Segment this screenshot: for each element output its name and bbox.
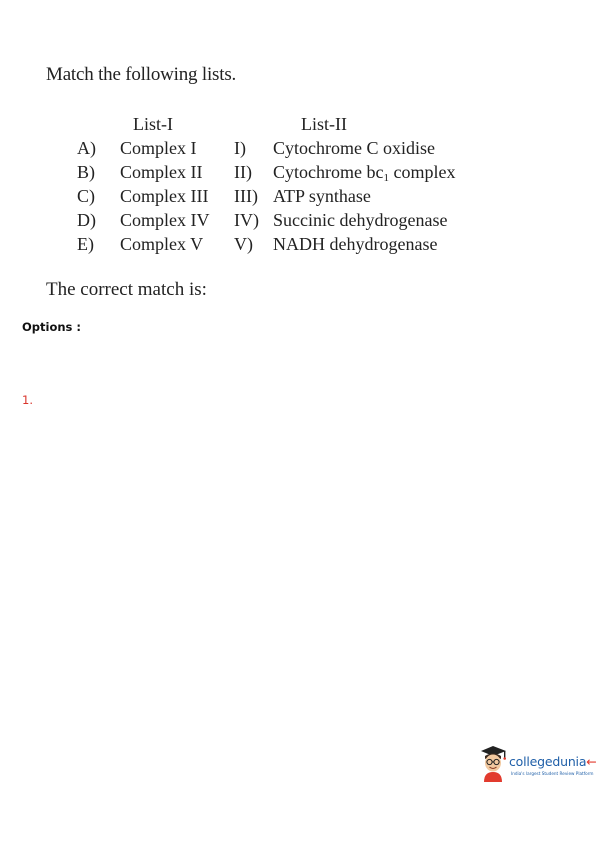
row-numeral: III) — [234, 186, 258, 206]
brand-name-tail: ← — [586, 754, 597, 769]
student-mascot-icon — [478, 742, 510, 782]
row-letter: E) — [77, 234, 94, 254]
list2-item — [273, 162, 455, 184]
match-row — [0, 234, 595, 258]
brand-logo-block — [478, 742, 597, 786]
list2-item-subscript: 1 — [383, 172, 389, 184]
row-numeral: I) — [234, 138, 246, 158]
row-letter: A) — [77, 138, 96, 158]
row-letter: D) — [77, 210, 96, 230]
row-numeral: V) — [234, 234, 253, 254]
question-prompt: The correct match is: — [46, 279, 207, 300]
list1-item: Complex I — [120, 138, 197, 158]
list2-item: NADH dehydrogenase — [273, 234, 438, 254]
match-row — [0, 162, 595, 186]
row-numeral: II) — [234, 162, 252, 182]
list2-item: Succinic dehydrogenase — [273, 210, 448, 230]
row-letter: B) — [77, 162, 95, 182]
list2-item-text: Cytochrome bc — [273, 162, 384, 182]
question-instruction: Match the following lists. — [46, 64, 237, 85]
list2-item-text-end: complex — [388, 162, 456, 182]
brand-name-main: collegedunia — [509, 754, 587, 769]
match-table — [0, 114, 595, 259]
match-row — [0, 186, 595, 210]
match-row — [0, 138, 595, 162]
match-row — [0, 210, 595, 234]
row-numeral: IV) — [234, 210, 259, 230]
list2-item: ATP synthase — [273, 186, 371, 206]
list1-item: Complex II — [120, 162, 203, 182]
list1-header: List-I — [133, 114, 173, 134]
list1-item: Complex III — [120, 186, 209, 206]
options-label: Options : — [22, 320, 81, 334]
list1-item: Complex IV — [120, 210, 210, 230]
brand-tagline: India's largest Student Review Platform — [511, 771, 594, 776]
option-number[interactable]: 1. — [22, 393, 33, 407]
list1-item: Complex V — [120, 234, 204, 254]
list2-item: Cytochrome C oxidise — [273, 138, 435, 158]
row-letter: C) — [77, 186, 95, 206]
brand-name — [509, 754, 597, 769]
list2-header: List-II — [301, 114, 347, 134]
